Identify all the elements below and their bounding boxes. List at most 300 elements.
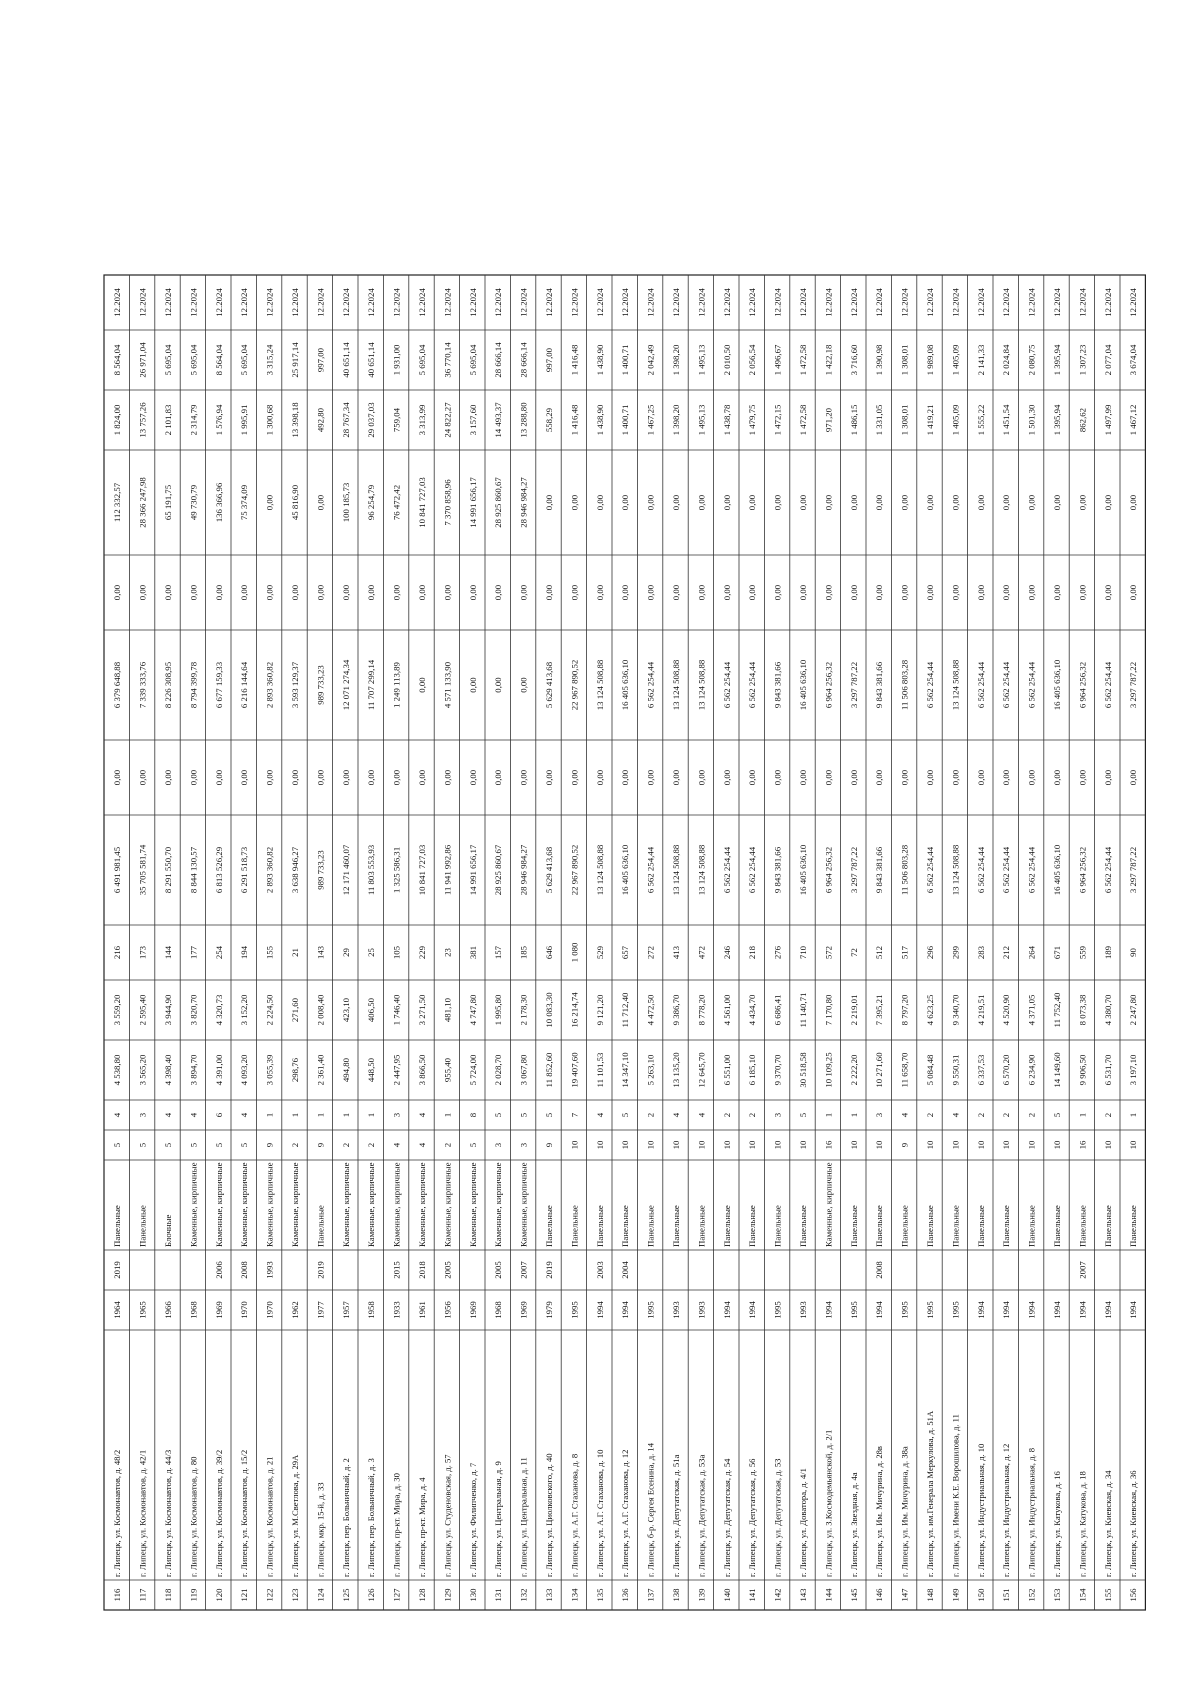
table-cell: 5 263,10 xyxy=(645,1054,656,1086)
table-cell: Каменные, кирпичные xyxy=(391,1162,402,1247)
table-cell: 0,00 xyxy=(772,769,783,786)
table-cell: 6 185,10 xyxy=(747,1054,758,1086)
table-cell: 6 562 254,44 xyxy=(645,661,656,709)
table-cell: 2015 xyxy=(391,1261,402,1279)
table-cell: 0,00 xyxy=(112,769,123,786)
table-cell: Панельные xyxy=(315,1205,326,1247)
table-cell: 124 xyxy=(315,1588,326,1602)
table-cell: 72 xyxy=(848,948,859,957)
table-cell: 12.2024 xyxy=(213,288,224,317)
table-cell: 16 214,74 xyxy=(569,992,580,1028)
table-cell: 1 395,94 xyxy=(1052,404,1062,436)
table-cell: 12.2024 xyxy=(163,288,173,317)
table-cell: 4 219,51 xyxy=(975,994,986,1026)
table-cell: 143 xyxy=(798,1588,808,1602)
table-cell: 2 xyxy=(747,1112,758,1118)
table-cell: г. Липецк, ул. М.Светлова, д. 29А xyxy=(290,1454,300,1577)
table-cell: 9 xyxy=(315,1142,326,1148)
table-cell: 0,00 xyxy=(442,769,453,786)
table-cell: 2 xyxy=(645,1112,656,1118)
table-cell: Панельные xyxy=(1001,1205,1012,1247)
table-cell: 6 551,00 xyxy=(721,1054,732,1086)
table-cell: 0,00 xyxy=(518,769,529,786)
table-cell: 2 077,04 xyxy=(1102,344,1113,376)
table-cell: 130 xyxy=(467,1588,478,1602)
table-cell: 10 xyxy=(747,1140,758,1150)
table-cell: 5 695,04 xyxy=(467,344,478,376)
table-cell: 133 xyxy=(544,1588,554,1602)
table-cell: 1 416,48 xyxy=(569,344,580,376)
table-cell: 135 xyxy=(594,1588,605,1602)
table-cell: Панельные xyxy=(899,1205,910,1247)
table-cell: 246 xyxy=(721,945,732,960)
table-cell: 90 xyxy=(1128,948,1139,957)
table-cell: 5 xyxy=(518,1112,529,1118)
table-cell: 16 405 636,10 xyxy=(1052,844,1062,896)
table-cell: 0,00 xyxy=(645,494,656,511)
table-cell: 12.2024 xyxy=(620,288,631,317)
table-cell: 156 xyxy=(1128,1588,1139,1602)
table-cell: 28 925 860,67 xyxy=(493,477,504,528)
table-cell: 558,29 xyxy=(544,407,554,433)
table-cell: 16 405 636,10 xyxy=(620,844,631,896)
table-cell: 1 xyxy=(366,1112,377,1118)
table-cell: 4 434,70 xyxy=(747,994,758,1026)
table-cell: 146 xyxy=(874,1588,885,1602)
table-cell: 2 893 360,82 xyxy=(264,846,275,894)
table-cell: 572 xyxy=(823,945,834,960)
table-cell: 10 xyxy=(1102,1140,1113,1150)
table-cell: 0,00 xyxy=(1128,584,1139,601)
table-cell: 2019 xyxy=(112,1261,123,1279)
table-cell: 0,00 xyxy=(518,677,529,693)
table-cell: 989 733,23 xyxy=(315,665,326,705)
table-cell: г. Липецк, пр-кт. Мира, д. 30 xyxy=(391,1473,402,1577)
table-cell: 0,00 xyxy=(163,769,173,786)
table-cell: 4 472,50 xyxy=(645,994,656,1026)
table-cell: 10 xyxy=(950,1140,961,1150)
table-cell: 144 xyxy=(163,945,173,960)
table-cell: 0,00 xyxy=(747,494,758,511)
table-cell: 16 405 636,10 xyxy=(620,659,631,711)
table-cell: г. Липецк, ул. Космонавтов, д. 15/2 xyxy=(239,1449,250,1577)
table-cell: Панельные xyxy=(1026,1205,1037,1247)
table-cell: г. Липецк, ул. Центральная, д. 11 xyxy=(518,1457,529,1577)
table-cell: 8 797,20 xyxy=(899,994,910,1026)
table-cell: 0,00 xyxy=(772,494,783,511)
table-cell: 12.2024 xyxy=(696,288,707,317)
table-cell: 0,00 xyxy=(239,584,250,601)
table-cell: Каменные, кирпичные xyxy=(493,1162,504,1247)
table-cell: 5 695,04 xyxy=(239,344,250,376)
table-cell: 0,00 xyxy=(366,584,377,601)
table-cell: 1 555,22 xyxy=(975,404,986,436)
table-cell: 1995 xyxy=(645,1301,656,1319)
table-cell: 3 866,50 xyxy=(417,1054,427,1086)
table-cell: 12.2024 xyxy=(721,288,732,317)
table-cell: 12 071 274,34 xyxy=(340,659,351,711)
table-cell: г. Липецк, ул. Космонавтов, д. 39/2 xyxy=(213,1449,224,1577)
table-cell: 1993 xyxy=(671,1301,681,1319)
table-cell: 105 xyxy=(391,945,402,960)
table-cell: 0,00 xyxy=(239,769,250,786)
table-cell: 1 576,94 xyxy=(213,404,224,436)
table-cell: 140 xyxy=(721,1588,732,1602)
table-cell: 11 140,71 xyxy=(798,992,808,1028)
table-cell: 1995 xyxy=(950,1301,961,1319)
table-cell: 0,00 xyxy=(340,584,351,601)
table-cell: Панельные xyxy=(975,1205,986,1247)
table-cell: 6 964 256,32 xyxy=(1077,661,1088,709)
table-cell: 1 438,78 xyxy=(721,404,732,436)
table-cell: 136 xyxy=(620,1588,631,1602)
table-cell: 12.2024 xyxy=(1102,288,1113,317)
table-cell: 0,00 xyxy=(544,494,554,511)
table-cell: 13 124 508,88 xyxy=(594,844,605,896)
table-cell: г. Липецк, ул. А.Г. Стаханова, д. 8 xyxy=(569,1453,580,1577)
table-cell: 29 xyxy=(340,948,351,957)
table-cell: Панельные xyxy=(1102,1205,1113,1247)
table-cell: 0,00 xyxy=(391,584,402,601)
table-cell: 212 xyxy=(1001,945,1012,960)
table-cell: 23 xyxy=(442,948,453,957)
table-cell: 3 xyxy=(518,1142,529,1148)
table-cell: 16 405 636,10 xyxy=(1052,659,1062,711)
table-cell: 4 xyxy=(391,1142,402,1148)
table-cell: Панельные xyxy=(569,1205,580,1247)
table-cell: 96 254,79 xyxy=(366,484,377,521)
table-cell: 150 xyxy=(975,1588,986,1602)
table-cell: 1 467,25 xyxy=(645,404,656,436)
table-cell: 6 686,41 xyxy=(772,994,783,1026)
table-cell: 16 405 636,10 xyxy=(798,844,808,896)
table-cell: Каменные, кирпичные xyxy=(264,1162,275,1247)
table-cell: 3 593 129,37 xyxy=(290,661,300,709)
table-cell: 13 124 508,88 xyxy=(950,844,961,896)
table-cell: Панельные xyxy=(137,1205,148,1247)
table-cell: 3 297 787,22 xyxy=(848,661,859,709)
table-cell: 5 xyxy=(620,1112,631,1118)
table-cell: 6 216 144,64 xyxy=(239,661,250,709)
table-cell: 3 297 787,22 xyxy=(848,846,859,894)
table-cell: 0,00 xyxy=(1102,494,1113,511)
table-cell: 0,00 xyxy=(417,584,427,601)
table-cell: 296 xyxy=(925,945,935,960)
table-cell: 14 149,60 xyxy=(1052,1052,1062,1088)
table-cell: 0,00 xyxy=(645,769,656,786)
table-cell: 0,00 xyxy=(467,677,478,693)
table-cell: 11 101,53 xyxy=(594,1052,605,1088)
table-cell: 2 010,50 xyxy=(721,344,732,376)
table-cell: 12.2024 xyxy=(1077,288,1088,317)
table-cell: Каменные, кирпичные xyxy=(239,1162,250,1247)
table-cell: 12.2024 xyxy=(391,288,402,317)
table-cell: 9 906,50 xyxy=(1077,1054,1088,1086)
table-cell: 3 894,70 xyxy=(188,1054,199,1086)
table-cell: 1958 xyxy=(366,1301,377,1319)
table-cell: Каменные, кирпичные xyxy=(188,1162,199,1247)
table-cell: 1 419,21 xyxy=(925,404,935,436)
table-cell: 13 288,80 xyxy=(518,402,529,438)
table-cell: 5 xyxy=(239,1142,250,1148)
table-cell: 21 xyxy=(290,948,300,957)
table-cell: 6 562 254,44 xyxy=(747,661,758,709)
table-cell: 1 xyxy=(442,1112,453,1118)
table-cell: 1995 xyxy=(925,1301,935,1319)
table-cell: 9 xyxy=(899,1142,910,1148)
table-cell: 6 964 256,32 xyxy=(823,661,834,709)
table-cell: 1 300,68 xyxy=(264,404,275,436)
table-cell: 0,00 xyxy=(925,769,935,786)
table-cell: 153 xyxy=(1052,1588,1062,1602)
table-cell: 11 506 803,28 xyxy=(899,844,910,896)
table-cell: 0,00 xyxy=(747,769,758,786)
table-cell: 481,10 xyxy=(442,997,453,1023)
table-cell: 10 xyxy=(1052,1140,1062,1150)
table-cell: 5 724,00 xyxy=(467,1054,478,1086)
table-cell: Каменные, кирпичные xyxy=(213,1162,224,1247)
table-cell: 0,00 xyxy=(1128,494,1139,511)
table-cell: 12.2024 xyxy=(569,288,580,317)
table-cell: 2005 xyxy=(493,1261,504,1279)
table-cell: 1994 xyxy=(1001,1301,1012,1319)
table-cell: 1969 xyxy=(467,1301,478,1319)
table-cell: 271,60 xyxy=(290,997,300,1023)
table-cell: 8 226 308,95 xyxy=(163,661,173,709)
table-cell: 1 405,09 xyxy=(950,404,961,436)
table-cell: 9 843 381,66 xyxy=(772,846,783,894)
table-cell: г. Липецк, ул. Киевская, д. 34 xyxy=(1102,1470,1113,1577)
table-cell: Каменные, кирпичные xyxy=(442,1162,453,1247)
table-cell: 2003 xyxy=(594,1261,605,1279)
table-cell: Каменные, кирпичные xyxy=(290,1162,300,1247)
table-cell: 1994 xyxy=(1052,1301,1062,1319)
table-cell: 2 024,84 xyxy=(1001,344,1012,376)
table-cell: 1 438,90 xyxy=(594,344,605,376)
table-cell: 4 xyxy=(417,1112,427,1118)
table-cell: 3 315,24 xyxy=(264,344,275,376)
table-cell: 3 067,80 xyxy=(518,1054,529,1086)
table-cell: 2 314,79 xyxy=(188,404,199,436)
table-cell: 0,00 xyxy=(1001,769,1012,786)
table-cell: 5 xyxy=(213,1142,224,1148)
table-cell: 155 xyxy=(1102,1588,1113,1602)
table-cell: 0,00 xyxy=(493,584,504,601)
table-cell: 147 xyxy=(899,1588,910,1602)
table-cell: 142 xyxy=(772,1588,783,1602)
table-cell: 1965 xyxy=(137,1301,148,1319)
table-cell: 3 157,60 xyxy=(467,404,478,436)
table-cell: 0,00 xyxy=(798,494,808,511)
table-cell: 4 398,40 xyxy=(163,1054,173,1086)
table-cell: 123 xyxy=(290,1588,300,1602)
table-cell: 0,00 xyxy=(315,584,326,601)
table-cell: 0,00 xyxy=(264,769,275,786)
table-cell: 0,00 xyxy=(696,584,707,601)
table-cell: 1 395,94 xyxy=(1052,344,1062,376)
table-cell: 298,76 xyxy=(290,1057,300,1083)
table-cell: 22 967 890,52 xyxy=(569,844,580,896)
table-cell: 3 565,20 xyxy=(137,1054,148,1086)
table-cell: 10 xyxy=(874,1140,885,1150)
table-cell: 2 xyxy=(1026,1112,1037,1118)
table-cell: 0,00 xyxy=(721,584,732,601)
table-cell: 1994 xyxy=(747,1301,758,1319)
table-cell: 1 080 xyxy=(569,942,580,963)
table-cell: 0,00 xyxy=(899,584,910,601)
table-cell: Панельные xyxy=(848,1205,859,1247)
table-cell: 1994 xyxy=(1102,1301,1113,1319)
table-cell: 7 170,80 xyxy=(823,994,834,1026)
table-cell: 0,00 xyxy=(417,677,427,693)
table-cell: 12.2024 xyxy=(544,288,554,317)
table-cell: 112 332,57 xyxy=(112,482,123,523)
table-cell: 12.2024 xyxy=(137,288,148,317)
table-cell: 19 407,60 xyxy=(569,1052,580,1088)
table-cell: 26 971,04 xyxy=(137,342,148,378)
table-cell: 28 366 247,98 xyxy=(137,477,148,528)
table-cell: 10 xyxy=(975,1140,986,1150)
table-cell: 36 770,14 xyxy=(442,342,453,378)
table-cell: 2 056,54 xyxy=(747,344,758,376)
table-cell: г. Липецк, ул. Звездная, д. 4а xyxy=(848,1472,859,1577)
table-cell: Панельные xyxy=(645,1205,656,1247)
table-cell: 406,50 xyxy=(366,997,377,1023)
table-cell: 4 xyxy=(594,1112,605,1118)
table-cell: 116 xyxy=(112,1588,123,1602)
table-cell: Панельные xyxy=(1128,1205,1139,1247)
table-cell: 2006 xyxy=(213,1261,224,1279)
table-cell: 0,00 xyxy=(544,584,554,601)
table-cell: 1 501,30 xyxy=(1026,404,1037,436)
table-cell: 1993 xyxy=(696,1301,707,1319)
table-cell: 65 191,75 xyxy=(163,484,173,521)
table-cell: 0,00 xyxy=(137,769,148,786)
table-cell: 0,00 xyxy=(645,584,656,601)
table-cell: 1 496,67 xyxy=(772,344,783,376)
table-cell: г. Липецк, ул. Доватора, д. 4/1 xyxy=(798,1468,808,1577)
table-cell: г. Липецк, ул. им.Генерала Меркулова, д. 51А xyxy=(925,1410,935,1577)
table-cell: 4 093,20 xyxy=(239,1054,250,1086)
table-cell: 2018 xyxy=(417,1261,427,1279)
table-cell: 710 xyxy=(798,945,808,960)
table-cell: 2 361,40 xyxy=(315,1054,326,1086)
table-cell: 1 xyxy=(1128,1112,1139,1118)
table-cell: 12.2024 xyxy=(645,288,656,317)
table-cell: 3 152,20 xyxy=(239,994,250,1026)
table-cell: 6 570,20 xyxy=(1001,1054,1012,1086)
table-cell: 129 xyxy=(442,1588,453,1602)
table-cell: 3 xyxy=(391,1112,402,1118)
table-cell: 149 xyxy=(950,1588,961,1602)
table-cell: 3 638 946,27 xyxy=(290,846,300,894)
table-cell: 117 xyxy=(137,1588,148,1602)
table-cell: 0,00 xyxy=(569,769,580,786)
table-cell: 0,00 xyxy=(544,769,554,786)
table-cell: 121 xyxy=(239,1588,250,1602)
table-cell: 0,00 xyxy=(1102,584,1113,601)
table-cell: 6 562 254,44 xyxy=(1001,846,1012,894)
table-cell: 12.2024 xyxy=(290,288,300,317)
table-cell: 9 xyxy=(264,1142,275,1148)
table-cell: 0,00 xyxy=(721,494,732,511)
table-cell: г. Липецк, ул. Катукова, д. 16 xyxy=(1052,1471,1062,1577)
table-cell: Каменные, кирпичные xyxy=(467,1162,478,1247)
table-cell: 2008 xyxy=(874,1261,885,1279)
table-cell: 6 562 254,44 xyxy=(975,661,986,709)
table-cell: 1 472,15 xyxy=(772,404,783,436)
table-cell: 0,00 xyxy=(671,584,681,601)
table-cell: 4 623,25 xyxy=(925,994,935,1026)
table-cell: 6 964 256,32 xyxy=(823,846,834,894)
table-cell: 0,00 xyxy=(467,584,478,601)
table-cell: Панельные xyxy=(925,1205,935,1247)
table-cell: 6 562 254,44 xyxy=(1102,661,1113,709)
table-cell: 1964 xyxy=(112,1301,123,1319)
table-cell: 0,00 xyxy=(925,494,935,511)
table-cell: 0,00 xyxy=(188,769,199,786)
table-cell: 4 320,73 xyxy=(213,994,224,1026)
table-cell: 2 xyxy=(925,1112,935,1118)
table-cell: 5 xyxy=(798,1112,808,1118)
table-cell: 0,00 xyxy=(848,494,859,511)
table-cell: 1994 xyxy=(1026,1301,1037,1319)
table-cell: 0,00 xyxy=(137,584,148,601)
table-cell: 1 746,40 xyxy=(391,994,402,1026)
table-cell: Панельные xyxy=(671,1205,681,1247)
table-cell: 2 080,75 xyxy=(1026,344,1037,376)
table-cell: г. Липецк, ул. Студеновская, д. 57 xyxy=(442,1454,453,1577)
table-cell: 0,00 xyxy=(213,769,224,786)
table-cell: 0,00 xyxy=(1077,584,1088,601)
table-cell: 1 308,01 xyxy=(899,344,910,376)
table-cell: 10 xyxy=(594,1140,605,1150)
table-cell: 10 xyxy=(569,1140,580,1150)
table-cell: 3 674,04 xyxy=(1128,344,1139,376)
table-cell: 28 666,14 xyxy=(518,342,529,378)
table-cell: 955,40 xyxy=(442,1057,453,1083)
table-cell: 0,00 xyxy=(823,494,834,511)
table-cell: 8 073,38 xyxy=(1077,994,1088,1026)
table-cell: 0,00 xyxy=(594,494,605,511)
table-cell: Панельные xyxy=(696,1205,707,1247)
table-cell: Панельные xyxy=(874,1205,885,1247)
table-cell: 559 xyxy=(1077,945,1088,960)
table-cell: 120 xyxy=(213,1588,224,1602)
table-cell: 5 xyxy=(163,1142,173,1148)
table-cell: 6 964 256,32 xyxy=(1077,846,1088,894)
table-cell: 299 xyxy=(950,945,961,960)
table-cell: 13 124 508,88 xyxy=(950,659,961,711)
table-cell: Каменные, кирпичные xyxy=(340,1162,351,1247)
table-cell: 1994 xyxy=(975,1301,986,1319)
table-cell: 10 271,60 xyxy=(874,1052,885,1088)
table-cell: 35 705 581,74 xyxy=(137,844,148,896)
table-cell: 1 400,71 xyxy=(620,344,631,376)
table-cell: 12.2024 xyxy=(950,288,961,317)
table-cell: 448,50 xyxy=(366,1057,377,1083)
table-cell: 0,00 xyxy=(975,494,986,511)
table-cell: 125 xyxy=(340,1588,351,1602)
table-cell: 3 297 787,22 xyxy=(1128,661,1139,709)
table-cell: 971,20 xyxy=(823,407,834,433)
table-cell: 16 xyxy=(823,1140,834,1150)
table-cell: 6 337,53 xyxy=(975,1054,986,1086)
table-cell: 1 325 586,31 xyxy=(391,846,402,894)
table-cell: 3 197,10 xyxy=(1128,1054,1139,1086)
table-cell: 25 xyxy=(366,948,377,957)
table-cell: 10 xyxy=(848,1140,859,1150)
